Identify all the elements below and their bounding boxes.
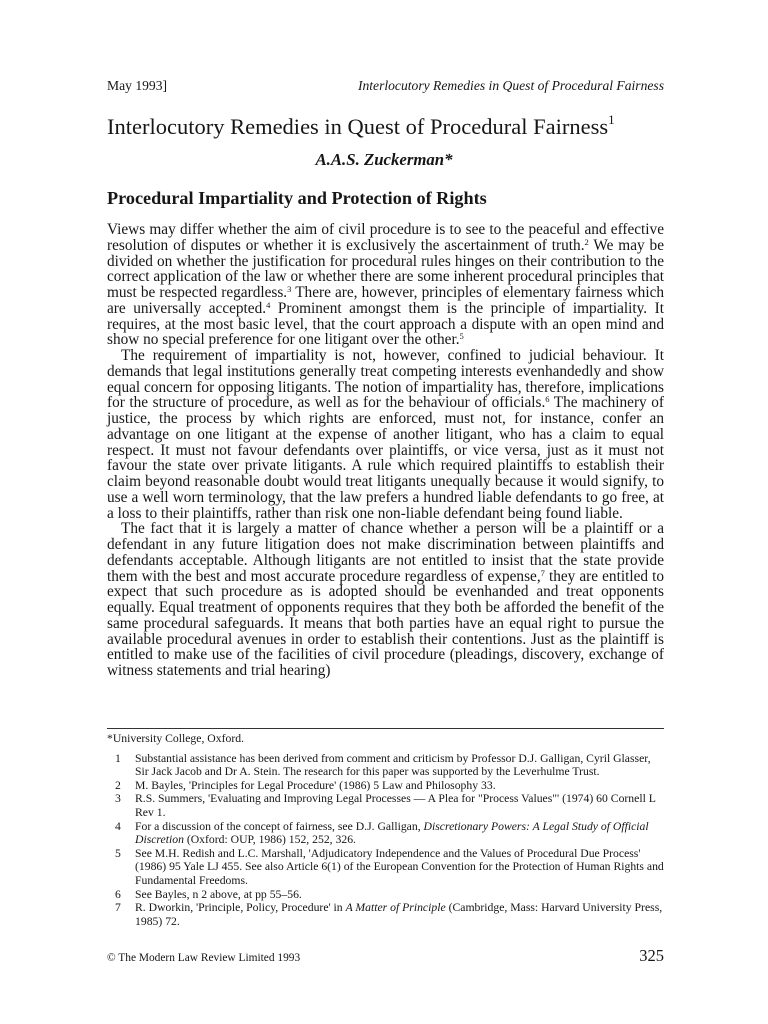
- article-title-text: Interlocutory Remedies in Quest of Procedural Fairness: [107, 114, 609, 139]
- footnote-6: [107, 888, 664, 902]
- footnote-text-plain: (Oxford: OUP, 1986) 152, 252, 326.: [183, 833, 356, 847]
- footnote-ref: 6: [545, 394, 550, 405]
- affiliation-note: *University College, Oxford.: [107, 732, 244, 745]
- copyright-notice: © The Modern Law Review Limited 1993: [107, 952, 301, 964]
- footnote-3: [107, 792, 664, 819]
- footnote-number: 2: [115, 778, 121, 792]
- footnote-1: [107, 752, 664, 779]
- paragraph-text: The requirement of impartiality is not, however, confined to judicial behaviour. It demands that legal institutions generally treat competing interests evenhandedly and show equal concern for opposing litigants. The notion of impartiality has, therefore, implications for the structure of procedure, as well as for the behaviour of officials.: [107, 347, 664, 412]
- body-paragraph-3: [107, 521, 664, 679]
- footnote-ref: 3: [287, 284, 292, 294]
- footnote-7: [107, 901, 664, 928]
- body-paragraph-1: [107, 222, 664, 348]
- footnotes: [107, 732, 664, 928]
- footnote-text: R.S. Summers, 'Evaluating and Improving Legal Processes — A Plea for "Process Values"' (1974) 60 Cornell L Rev 1.: [135, 792, 656, 819]
- footnote-4: [107, 820, 664, 847]
- footnote-text: [135, 901, 664, 928]
- footnote-ref: 2: [584, 236, 589, 247]
- running-head: [107, 78, 664, 94]
- paragraph-text: they are entitled to expect that such procedure as is adopted should be evenhanded and treat opponents equally. Equal treatment of opponents requires that they both be afforded the benefit of the same procedural safeguards. It means that both parties have an equal right to pursue the available procedural avenues in order to establish their contentions. Just as the plaintiff is entitled to make use of the facilities of civil procedure (pleadings, discovery, exchange of witness statements and trial hearing): [107, 567, 664, 679]
- paragraph-text: The machinery of justice, the process by which rights are enforced, must not, for instance, confer an advantage on one litigant at the expense of another litigant, who has a claim to equal respect. It must not favour defendants over plaintiffs, or vice versa, just as it must not favour the state over private litigants. A rule which required plaintiffs to establish their claim beyond reasonable doubt would treat litigants unequally because it would signify, to use a well worn terminology, that the law prefers a hundred liable defendants to go free, at a loss to their plaintiffs, rather than risk one non-liable defendant being found liable.: [107, 394, 664, 522]
- footnote-text: See M.H. Redish and L.C. Marshall, 'Adjudicatory Independence and the Values of Procedural Due Process' (1986) 95 Yale LJ 455. See also Article 6(1) of the European Convention for the Protection of Human Rights and Fundamental Freedoms.: [135, 846, 664, 887]
- footnote-book-title: A Matter of Principle: [345, 901, 446, 915]
- article-title: [107, 113, 708, 141]
- running-head-title: Interlocutory Remedies in Quest of Procedural Fairness: [357, 78, 664, 93]
- paragraph-text: We may be divided on whether the justification for procedural rules hinges on their contribution to the correct application of the law or whether there are some inherent procedural principles that must be respected regardless.: [107, 236, 664, 301]
- footnote-text: [135, 820, 664, 847]
- footnote-text-plain: For a discussion of the concept of fairness, see D.J. Galligan,: [135, 819, 424, 833]
- paragraph-text: The fact that it is largely a matter of chance whether a person will be a plaintiff or a defendant in any future litigation does not make discrimination between plaintiffs and defendants acceptable. Although litigants are not entitled to insist that the state provide them with the best and most accurate procedure regardless of expense,: [107, 520, 664, 585]
- footnote-number: 5: [115, 846, 121, 860]
- footnote-ref: 5: [459, 331, 464, 342]
- running-head-date: May 1993]: [107, 78, 168, 93]
- footnote-ref: 7: [540, 567, 545, 578]
- section-heading: Procedural Impartiality and Protection of Rights: [107, 188, 487, 208]
- page-number: 325: [639, 946, 664, 965]
- footnote-text: See Bayles, n 2 above, at pp 55–56.: [135, 887, 302, 901]
- footnote-divider: [107, 728, 664, 729]
- article-body: [107, 222, 664, 679]
- footnote-number: 1: [115, 751, 121, 765]
- footnote-book-title: Discretionary Powers: A Legal Study of Official Discretion: [135, 819, 649, 847]
- title-footnote-mark: 1: [608, 112, 615, 127]
- footnote-ref: 4: [266, 299, 271, 310]
- paragraph-text: Views may differ whether the aim of civil procedure is to see to the peaceful and effective resolution of disputes or whether it is exclusively the ascertainment of truth.: [107, 221, 664, 254]
- footnote-number: 7: [115, 901, 121, 915]
- paragraph-text: Prominent amongst them is the principle of impartiality. It requires, at the most basic level, that the court approach a dispute with an open mind and show no special preference for one litigant over the other.: [107, 299, 664, 349]
- footnote-number: 3: [115, 792, 121, 806]
- body-paragraph-2: [107, 348, 664, 521]
- footnote-text-plain: (Cambridge, Mass: Harvard University Press, 1985) 72.: [135, 901, 663, 928]
- footnote-number: 6: [115, 887, 121, 901]
- footnote-text: M. Bayles, 'Principles for Legal Procedure' (1986) 5 Law and Philosophy 33.: [135, 778, 496, 792]
- footnote-number: 4: [115, 819, 121, 833]
- paragraph-text: There are, however, principles of elementary fairness which are universally accepted.: [107, 284, 665, 317]
- footnote-text: Substantial assistance has been derived from comment and criticism by Professor D.J. Galligan, Cyril Glasser, Sir Jack Jacob and Dr A. Stein. The research for this paper was supported by the Leverhulme Trust.: [135, 751, 651, 779]
- author-name: A.A.S. Zuckerman*: [315, 150, 453, 169]
- footnote-5: [107, 847, 664, 888]
- footnote-text-plain: R. Dworkin, 'Principle, Policy, Procedure' in: [135, 901, 346, 915]
- footnote-2: [107, 779, 664, 793]
